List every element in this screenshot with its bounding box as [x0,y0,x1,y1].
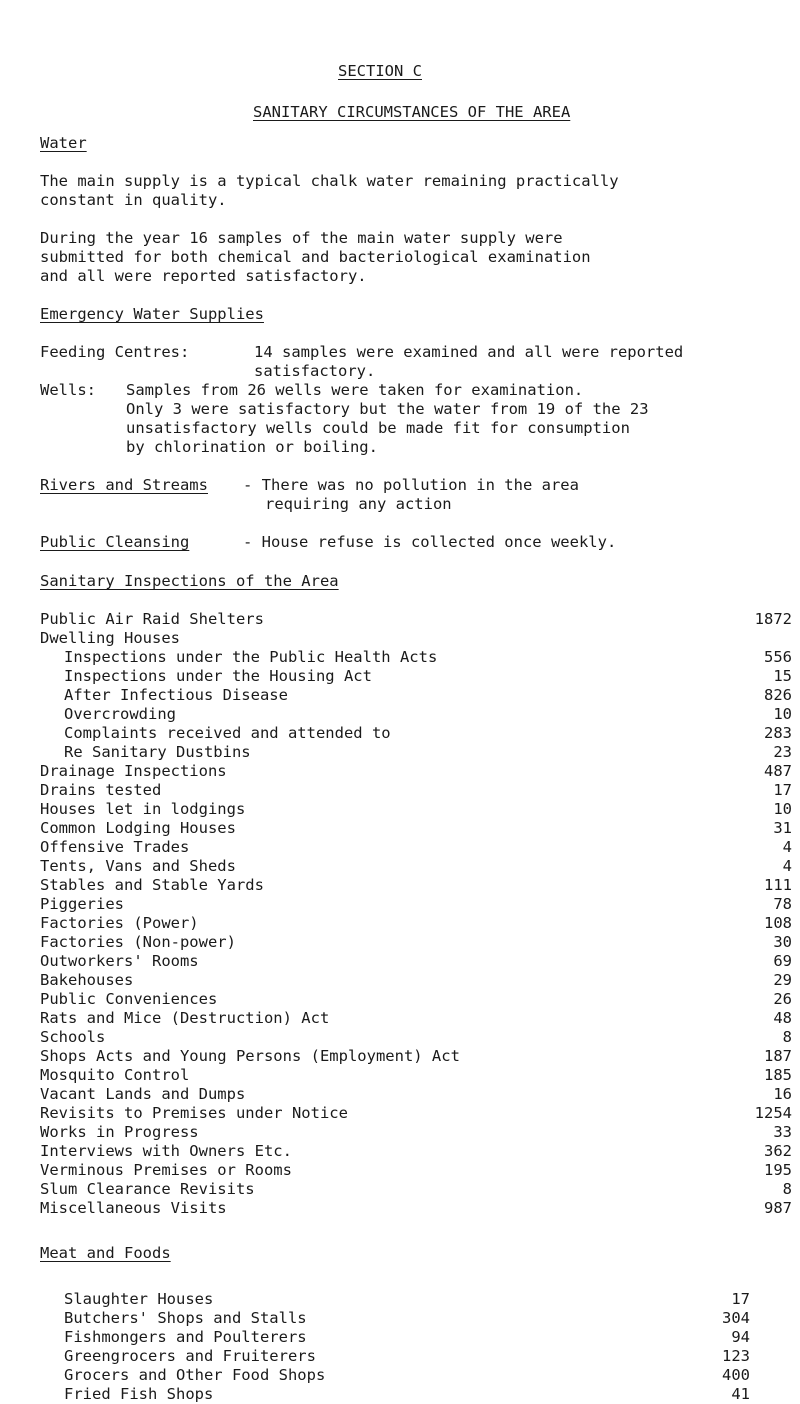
row-value: 185 [764,1066,792,1084]
table-row [40,895,792,914]
table-row [40,1009,792,1028]
row-value: 187 [764,1047,792,1065]
row-value: 1254 [754,1104,792,1122]
row-label: Public Conveniences [40,990,218,1008]
table-row [40,743,792,762]
inspections-heading: Sanitary Inspections of the Area [40,572,339,590]
text-line: The main supply is a typical chalk water remaining practically [40,172,619,190]
text-line: and all were reported satisfactory. [40,267,367,285]
row-value: 41 [731,1385,750,1403]
table-row [64,1366,750,1385]
table-row [40,1199,792,1218]
row-label: Overcrowding [64,705,176,723]
table-row [40,724,792,743]
table-row [40,1047,792,1066]
row-label: Piggeries [40,895,124,913]
table-row [40,1028,792,1047]
table-row [64,1347,750,1366]
text-line: requiring any action [265,495,452,513]
row-label: Public Air Raid Shelters [40,610,264,628]
text-line: constant in quality. [40,191,227,209]
row-value: 69 [773,952,792,970]
row-label: Bakehouses [40,971,134,989]
row-value: 108 [764,914,792,932]
table-row [40,914,792,933]
row-label: Common Lodging Houses [40,819,236,837]
row-label: Offensive Trades [40,838,190,856]
table-row [40,762,792,781]
row-label: Schools [40,1028,106,1046]
text-line: Samples from 26 wells were taken for examination. [126,381,584,399]
row-label: Tents, Vans and Sheds [40,857,236,875]
row-label: Houses let in lodgings [40,800,246,818]
row-label: Factories (Non-power) [40,933,236,951]
rivers-text [243,476,579,514]
row-value: 10 [773,705,792,723]
row-value: 195 [764,1161,792,1179]
row-label: Interviews with Owners Etc. [40,1142,292,1160]
row-label: Verminous Premises or Rooms [40,1161,292,1179]
wells-label: Wells: [40,381,96,399]
text-line: During the year 16 samples of the main water supply were [40,229,563,247]
row-value: 8 [782,1028,792,1046]
section-title: SECTION C [338,62,422,80]
row-label: After Infectious Disease [64,686,288,704]
row-value: 31 [773,819,792,837]
row-label: Greengrocers and Fruiterers [64,1347,316,1365]
row-label: Inspections under the Public Health Acts [64,648,438,666]
row-label: Works in Progress [40,1123,199,1141]
row-label: Vacant Lands and Dumps [40,1085,246,1103]
inspections-table [40,610,792,1218]
feeding-centres-label: Feeding Centres: [40,343,190,361]
table-row [40,1085,792,1104]
water-paragraph-1 [40,172,619,210]
text-line: submitted for both chemical and bacteriological examination [40,248,591,266]
row-value: 16 [773,1085,792,1103]
row-label: Drains tested [40,781,162,799]
table-row [40,857,792,876]
row-value: 283 [764,724,792,742]
text-line: - There was no pollution in the area [243,476,579,494]
row-value: 4 [782,857,792,875]
row-value: 17 [773,781,792,799]
row-value: 15 [773,667,792,685]
row-label: Dwelling Houses [40,629,180,647]
row-label: Re Sanitary Dustbins [64,743,251,761]
row-label: Miscellaneous Visits [40,1199,227,1217]
cleansing-text: - House refuse is collected once weekly. [243,533,617,551]
row-label: Butchers' Shops and Stalls [64,1309,307,1327]
table-row [40,838,792,857]
table-row [40,1104,792,1123]
table-row [64,1309,750,1328]
text-line: 14 samples were examined and all were reported [254,343,684,361]
row-label: Rats and Mice (Destruction) Act [40,1009,330,1027]
table-row [40,648,792,667]
row-value: 33 [773,1123,792,1141]
table-row [40,952,792,971]
table-row [40,876,792,895]
row-value: 123 [722,1347,750,1365]
water-paragraph-2 [40,229,591,286]
table-row [64,1290,750,1309]
table-row [40,800,792,819]
table-row [40,933,792,952]
row-value: 487 [764,762,792,780]
table-row [40,629,792,648]
row-value: 4 [782,838,792,856]
table-row [64,1328,750,1347]
feeding-centres-text [254,343,683,381]
table-row [40,1123,792,1142]
row-value: 400 [722,1366,750,1384]
row-value: 48 [773,1009,792,1027]
table-row [40,667,792,686]
row-label: Slum Clearance Revisits [40,1180,255,1198]
page-subtitle: SANITARY CIRCUMSTANCES OF THE AREA [253,103,571,121]
table-row [40,1161,792,1180]
row-label: Factories (Power) [40,914,199,932]
cleansing-label: Public Cleansing [40,533,190,551]
table-row [40,1066,792,1085]
row-label: Drainage Inspections [40,762,227,780]
row-value: 556 [764,648,792,666]
table-row [40,990,792,1009]
row-value: 26 [773,990,792,1008]
row-value: 1872 [754,610,792,628]
row-label: Grocers and Other Food Shops [64,1366,326,1384]
row-value: 362 [764,1142,792,1160]
water-heading: Water [40,134,87,152]
table-row [40,705,792,724]
row-label: Mosquito Control [40,1066,190,1084]
row-value: 29 [773,971,792,989]
row-label: Outworkers' Rooms [40,952,199,970]
row-label: Revisits to Premises under Notice [40,1104,348,1122]
emergency-heading: Emergency Water Supplies [40,305,264,323]
row-value: 111 [764,876,792,894]
row-value: 78 [773,895,792,913]
text-line: unsatisfactory wells could be made fit for consumption [126,419,630,437]
row-value: 8 [782,1180,792,1198]
table-row [40,686,792,705]
meat-table [64,1290,750,1404]
row-label: Complaints received and attended to [64,724,391,742]
text-line: Only 3 were satisfactory but the water from 19 of the 23 [126,400,649,418]
row-label: Fishmongers and Poulterers [64,1328,307,1346]
row-value: 17 [731,1290,750,1308]
table-row [40,610,792,629]
row-value: 304 [722,1309,750,1327]
rivers-label: Rivers and Streams [40,476,208,494]
row-value: 23 [773,743,792,761]
row-label: Slaughter Houses [64,1290,214,1308]
table-row [40,1180,792,1199]
row-value: 94 [731,1328,750,1346]
table-row [40,971,792,990]
table-row [40,781,792,800]
text-line: by chlorination or boiling. [126,438,378,456]
table-row [64,1385,750,1404]
row-value: 30 [773,933,792,951]
meat-heading: Meat and Foods [40,1244,171,1262]
row-label: Fried Fish Shops [64,1385,214,1403]
row-label: Inspections under the Housing Act [64,667,372,685]
row-value: 987 [764,1199,792,1217]
row-value: 826 [764,686,792,704]
row-label: Shops Acts and Young Persons (Employment) Act [40,1047,460,1065]
row-label: Stables and Stable Yards [40,876,264,894]
text-line: satisfactory. [254,362,376,380]
row-value: 10 [773,800,792,818]
wells-text [126,381,649,457]
table-row [40,819,792,838]
table-row [40,1142,792,1161]
